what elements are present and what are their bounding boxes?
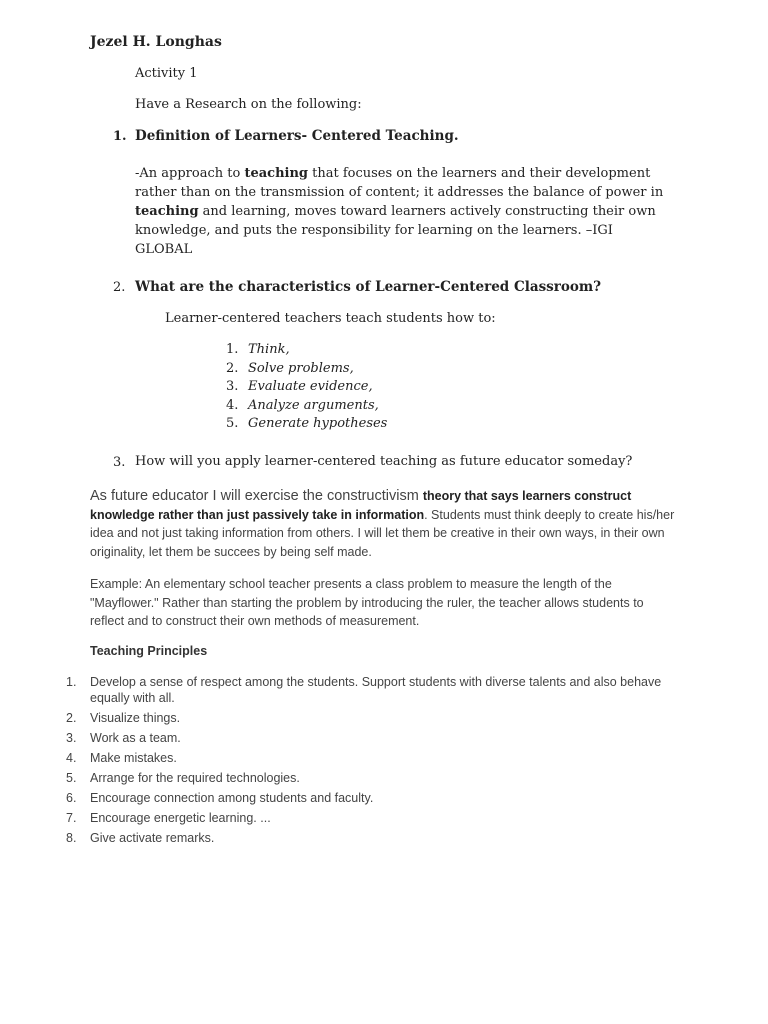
list-item-text: Develop a sense of respect among the students. Support students with diverse talents and also behave equally with all. [90,675,662,705]
list-item-number: 4. [66,750,77,765]
list-item-text: Visualize things. [90,710,181,725]
list-item-text: Evaluate evidence, [248,379,373,394]
list-item-number: 5. [66,770,77,785]
list-item [226,415,387,434]
answer-bold: theory that says learners construct knowledge rather than just passively take in information [90,489,632,522]
question-3-number: 3. [113,455,126,470]
list-item-number: 6. [66,790,77,805]
list-item [66,811,686,827]
list-item [66,711,686,727]
list-item [66,675,686,706]
answer-rest: . Students must think deeply to create his/her idea and not just taking information from others. I will let them be creative in their own ways, in their own originality, let them be succees by being self made. [90,507,675,559]
list-item [226,341,387,360]
list-item-text: Generate hypotheses [248,416,388,431]
list-item [66,751,686,767]
definition-text-2: that focuses on the learners and their development rather than on the transmission of content; it addresses the balance of power in [135,166,664,200]
list-item-number: 1. [66,675,77,689]
list-item-text: Analyze arguments, [248,397,379,413]
list-item-number: 4. [226,397,239,413]
teaching-principles-list [66,675,686,851]
list-item-text: Make mistakes. [90,750,177,765]
definition-bold-2: teaching [135,204,199,219]
teaching-principles-heading: Teaching Principles [90,644,208,658]
question-2-number: 2. [113,280,126,295]
definition-text-3: and learning, moves toward learners actively constructing their own knowledge, and puts the responsibility for learning on the learners. –IGI [135,204,656,238]
answer-paragraph [90,487,680,561]
list-item-number: 1. [226,342,239,357]
question-1-text: Definition of Learners- Centered Teaching. [135,128,459,144]
list-item [66,791,686,807]
question-3-text: How will you apply learner-centered teaching as future educator someday? [135,454,633,469]
list-item [66,831,686,847]
characteristics-list [226,341,387,434]
definition-bold-1: teaching [244,166,308,181]
list-item [66,771,686,787]
definition-text-1: -An approach to [135,166,245,181]
list-item-number: 3. [226,379,239,394]
definition-paragraph [135,164,680,259]
question-1-number: 1. [113,129,127,144]
list-item-number: 7. [66,810,77,825]
question-2-text: What are the characteristics of Learner-Centered Classroom? [135,279,602,295]
list-item-number: 5. [226,416,239,431]
list-item-text: Arrange for the required technologies. [90,770,300,785]
list-item [226,360,387,379]
list-item-text: Solve problems, [248,360,354,376]
list-item-text: Encourage connection among students and faculty. [90,790,374,805]
characteristics-intro: Learner-centered teachers teach students how to: [165,311,496,326]
list-item [226,397,387,416]
list-item-text: Give activate remarks. [90,830,215,845]
example-paragraph: Example: An elementary school teacher presents a class problem to measure the length of the "Mayflower." Rather than starting the problem by introducing the ruler, the teacher allows students to reflect and to construct their own methods of measurement. [90,577,644,628]
author-name: Jezel H. Longhas [90,34,222,50]
research-intro: Have a Research on the following: [135,97,362,112]
definition-source: GLOBAL [135,242,193,257]
list-item-number: 3. [66,730,77,745]
list-item-text: Think, [248,342,290,357]
list-item-text: Work as a team. [90,730,181,745]
list-item [226,378,387,397]
list-item [66,731,686,747]
list-item-number: 2. [226,360,239,376]
activity-title: Activity 1 [135,66,198,81]
list-item-number: 2. [66,710,77,725]
answer-lead: As future educator I will exercise the constructivism [90,488,423,504]
list-item-number: 8. [66,830,77,845]
list-item-text: Encourage energetic learning. ... [90,810,271,825]
